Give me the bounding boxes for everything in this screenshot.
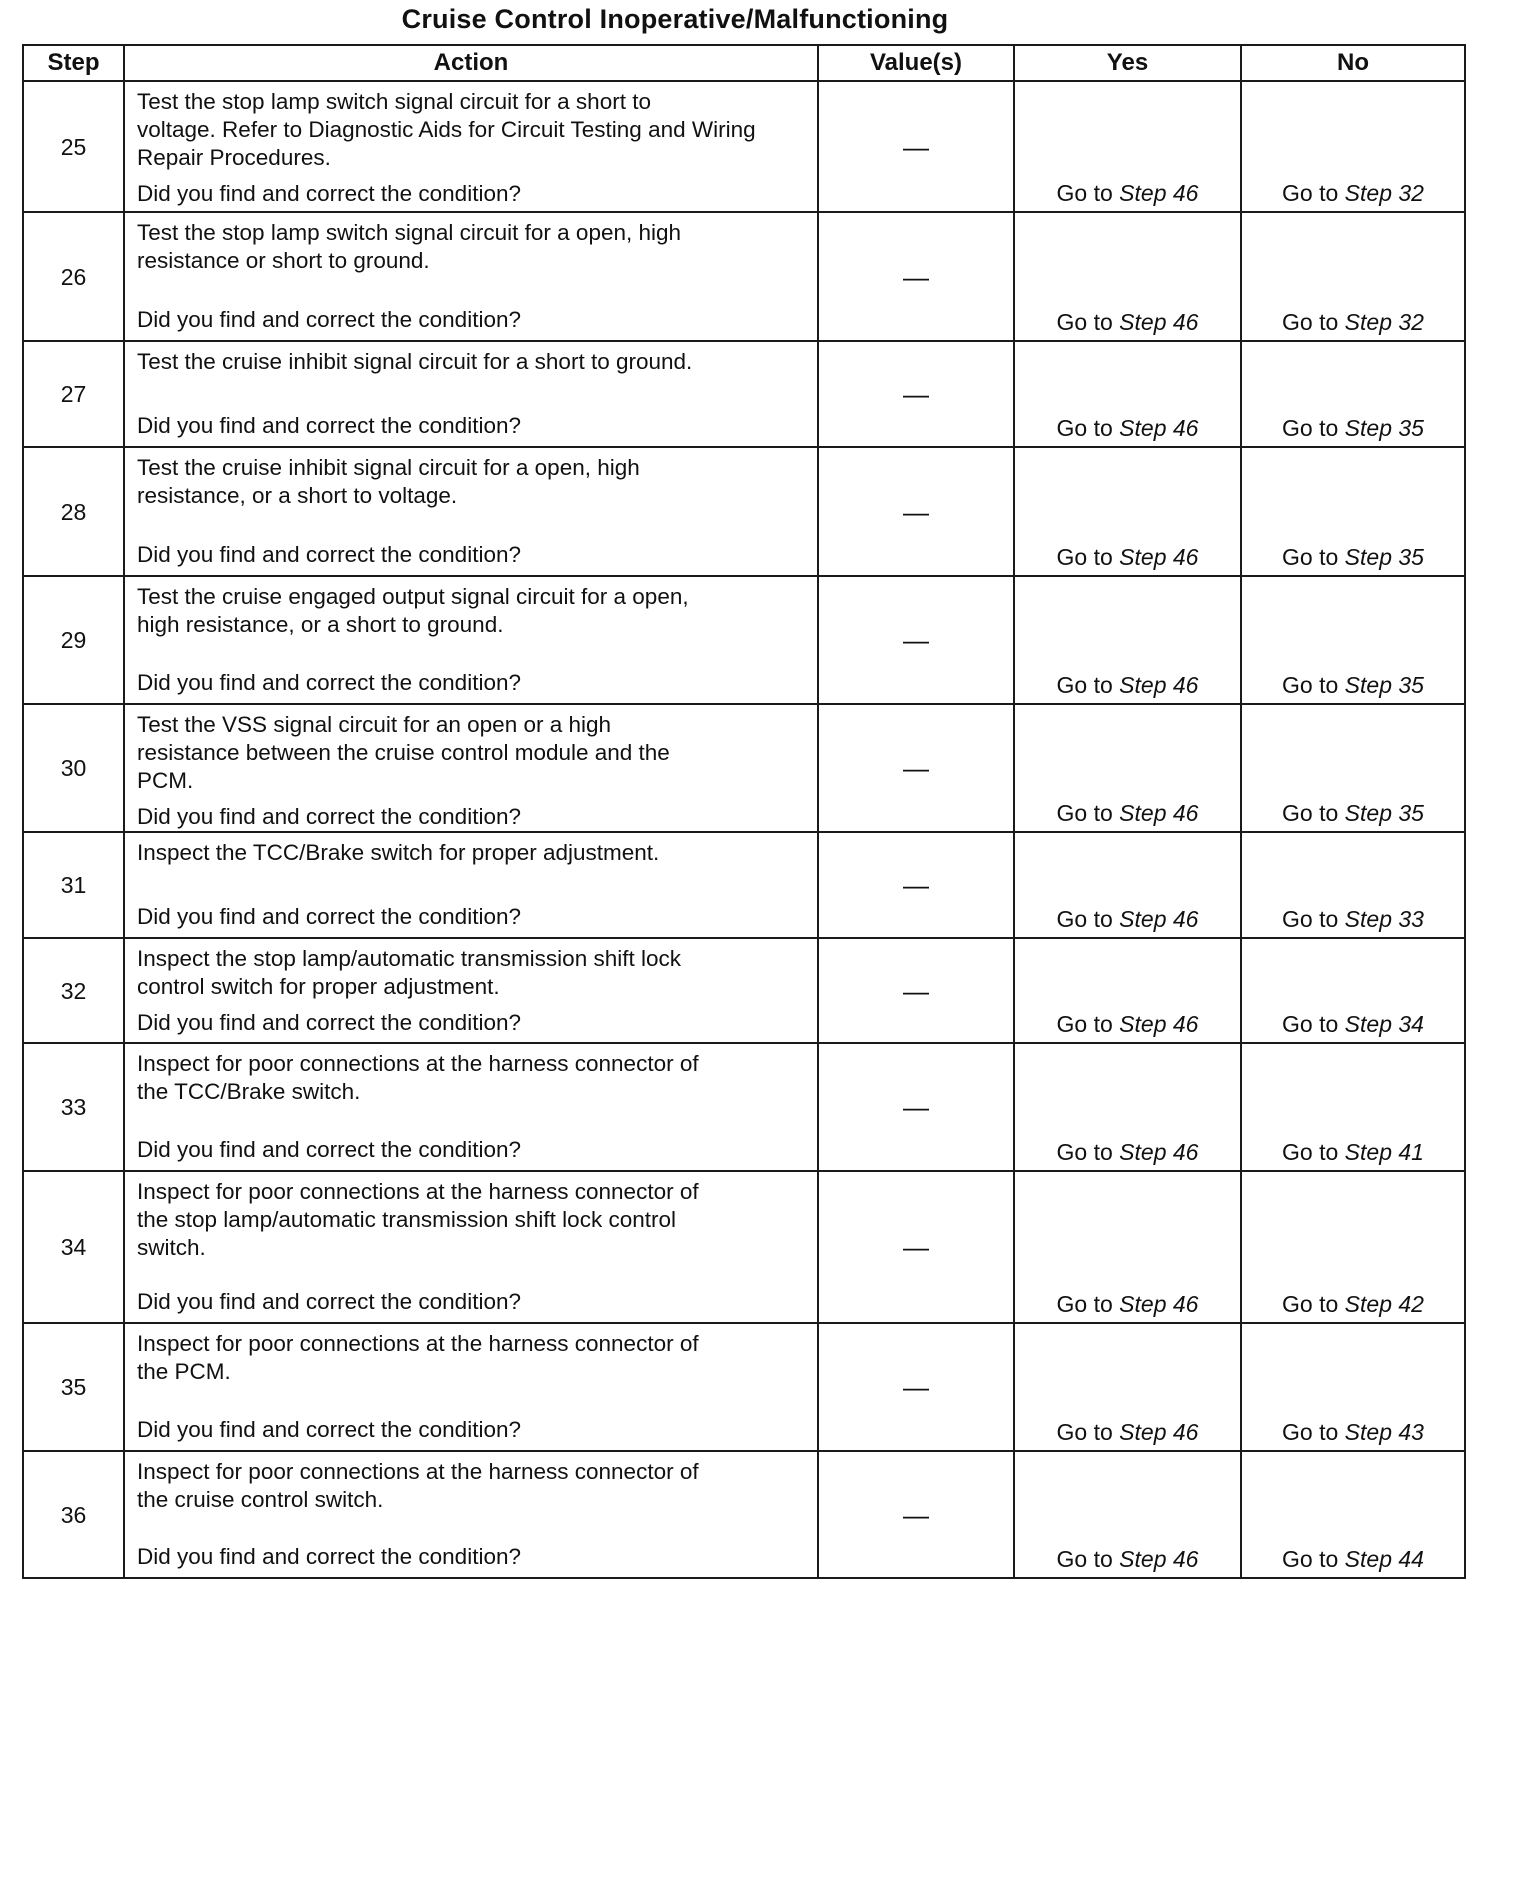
step-reference: Step 46 [1119, 1546, 1199, 1572]
action-question: Did you find and correct the condition? [137, 542, 521, 567]
go-to-label: Go to [1056, 1291, 1113, 1317]
value-cell: — [818, 938, 1014, 1043]
action-question: Did you find and correct the condition? [137, 1010, 521, 1035]
step-number: 35 [23, 1323, 124, 1451]
go-to-label: Go to [1282, 906, 1339, 932]
go-to-label: Go to [1282, 800, 1339, 826]
action-text: Inspect for poor connections at the harness connector of the stop lamp/automatic transmission shift lock control switch. [137, 1179, 699, 1260]
action-cell [124, 341, 818, 447]
action-cell [124, 832, 818, 938]
step-reference: Step 35 [1344, 800, 1424, 826]
go-to-label: Go to [1282, 1139, 1339, 1165]
header-action: Action [124, 45, 818, 81]
action-text: Inspect the stop lamp/automatic transmission shift lock control switch for proper adjustment. [137, 946, 681, 999]
value-cell: — [818, 447, 1014, 576]
action-cell [124, 1043, 818, 1171]
action-cell [124, 938, 818, 1043]
go-to-label: Go to [1056, 800, 1113, 826]
go-to-label: Go to [1282, 1291, 1339, 1317]
step-reference: Step 46 [1119, 309, 1199, 335]
value-cell: — [818, 1451, 1014, 1578]
value-cell: — [818, 832, 1014, 938]
go-to-label: Go to [1282, 544, 1339, 570]
action-text: Test the cruise inhibit signal circuit for a open, high resistance, or a short to voltage. [137, 455, 640, 508]
action-question: Did you find and correct the condition? [137, 670, 521, 695]
step-reference: Step 33 [1344, 906, 1424, 932]
table-row [23, 1451, 1465, 1578]
page-title: Cruise Control Inoperative/Malfunctioning [401, 4, 949, 34]
table-row [23, 341, 1465, 447]
yes-outcome [1014, 212, 1241, 341]
step-reference: Step 46 [1119, 1419, 1199, 1445]
step-reference: Step 46 [1119, 672, 1199, 698]
step-reference: Step 42 [1344, 1291, 1424, 1317]
go-to-label: Go to [1056, 1546, 1113, 1572]
no-outcome [1241, 341, 1465, 447]
go-to-label: Go to [1282, 309, 1339, 335]
header-values: Value(s) [818, 45, 1014, 81]
diagnostic-table [22, 44, 1466, 1579]
go-to-label: Go to [1282, 415, 1339, 441]
action-question: Did you find and correct the condition? [137, 804, 521, 829]
step-number: 34 [23, 1171, 124, 1323]
go-to-label: Go to [1056, 544, 1113, 570]
no-outcome [1241, 938, 1465, 1043]
action-cell [124, 704, 818, 832]
go-to-label: Go to [1056, 180, 1113, 206]
no-outcome [1241, 212, 1465, 341]
value-cell: — [818, 1171, 1014, 1323]
no-outcome [1241, 704, 1465, 832]
step-number: 36 [23, 1451, 124, 1578]
step-reference: Step 32 [1344, 309, 1424, 335]
table-row [23, 938, 1465, 1043]
value-cell: — [818, 576, 1014, 704]
yes-outcome [1014, 1323, 1241, 1451]
table-row [23, 81, 1465, 212]
action-text: Test the stop lamp switch signal circuit for a open, high resistance or short to ground. [137, 220, 682, 273]
step-reference: Step 32 [1344, 180, 1424, 206]
step-number: 25 [23, 81, 124, 212]
yes-outcome [1014, 832, 1241, 938]
yes-outcome [1014, 1451, 1241, 1578]
action-text: Inspect the TCC/Brake switch for proper adjustment. [137, 840, 660, 865]
table-row [23, 704, 1465, 832]
value-cell: — [818, 1043, 1014, 1171]
table-row [23, 1043, 1465, 1171]
action-text: Test the VSS signal circuit for an open or a high resistance between the cruise control module and the PCM. [137, 712, 670, 793]
action-text: Inspect for poor connections at the harness connector of the PCM. [137, 1331, 699, 1384]
go-to-label: Go to [1056, 1419, 1113, 1445]
table-row [23, 576, 1465, 704]
table-row [23, 832, 1465, 938]
no-outcome [1241, 1171, 1465, 1323]
yes-outcome [1014, 1043, 1241, 1171]
action-question: Did you find and correct the condition? [137, 413, 521, 438]
yes-outcome [1014, 1171, 1241, 1323]
action-question: Did you find and correct the condition? [137, 1137, 521, 1162]
action-cell [124, 1451, 818, 1578]
step-reference: Step 35 [1344, 544, 1424, 570]
step-reference: Step 46 [1119, 1291, 1199, 1317]
no-outcome [1241, 1451, 1465, 1578]
step-reference: Step 46 [1119, 906, 1199, 932]
go-to-label: Go to [1056, 906, 1113, 932]
go-to-label: Go to [1056, 309, 1113, 335]
action-text: Inspect for poor connections at the harness connector of the TCC/Brake switch. [137, 1051, 699, 1104]
table-row [23, 447, 1465, 576]
action-cell [124, 447, 818, 576]
go-to-label: Go to [1282, 180, 1339, 206]
header-yes: Yes [1014, 45, 1241, 81]
action-cell [124, 81, 818, 212]
no-outcome [1241, 1043, 1465, 1171]
no-outcome [1241, 832, 1465, 938]
go-to-label: Go to [1282, 1419, 1339, 1445]
step-reference: Step 46 [1119, 415, 1199, 441]
step-reference: Step 46 [1119, 180, 1199, 206]
table-row [23, 1171, 1465, 1323]
action-question: Did you find and correct the condition? [137, 1544, 521, 1569]
no-outcome [1241, 81, 1465, 212]
go-to-label: Go to [1056, 1139, 1113, 1165]
yes-outcome [1014, 81, 1241, 212]
value-cell: — [818, 81, 1014, 212]
action-question: Did you find and correct the condition? [137, 1289, 521, 1314]
yes-outcome [1014, 938, 1241, 1043]
go-to-label: Go to [1282, 1546, 1339, 1572]
yes-outcome [1014, 341, 1241, 447]
step-number: 26 [23, 212, 124, 341]
value-cell: — [818, 341, 1014, 447]
value-cell: — [818, 704, 1014, 832]
no-outcome [1241, 1323, 1465, 1451]
go-to-label: Go to [1056, 415, 1113, 441]
table-row [23, 212, 1465, 341]
step-number: 30 [23, 704, 124, 832]
action-question: Did you find and correct the condition? [137, 307, 521, 332]
action-question: Did you find and correct the condition? [137, 181, 521, 206]
value-cell: — [818, 1323, 1014, 1451]
table-body [23, 81, 1465, 1578]
no-outcome [1241, 576, 1465, 704]
go-to-label: Go to [1282, 1011, 1339, 1037]
header-no: No [1241, 45, 1465, 81]
action-question: Did you find and correct the condition? [137, 904, 521, 929]
step-reference: Step 46 [1119, 544, 1199, 570]
action-text: Inspect for poor connections at the harness connector of the cruise control switch. [137, 1459, 699, 1512]
yes-outcome [1014, 704, 1241, 832]
step-number: 28 [23, 447, 124, 576]
no-outcome [1241, 447, 1465, 576]
go-to-label: Go to [1056, 1011, 1113, 1037]
yes-outcome [1014, 576, 1241, 704]
step-reference: Step 44 [1344, 1546, 1424, 1572]
step-reference: Step 46 [1119, 800, 1199, 826]
step-number: 31 [23, 832, 124, 938]
step-number: 29 [23, 576, 124, 704]
step-reference: Step 41 [1344, 1139, 1424, 1165]
value-cell: — [818, 212, 1014, 341]
step-reference: Step 46 [1119, 1011, 1199, 1037]
action-cell [124, 212, 818, 341]
header-row [23, 45, 1465, 81]
step-reference: Step 34 [1344, 1011, 1424, 1037]
step-number: 27 [23, 341, 124, 447]
step-number: 33 [23, 1043, 124, 1171]
yes-outcome [1014, 447, 1241, 576]
action-text: Test the stop lamp switch signal circuit for a short to voltage. Refer to Diagnostic Aids for Circuit Testing and Wiring Repair Procedures. [137, 89, 756, 170]
step-number: 32 [23, 938, 124, 1043]
step-reference: Step 35 [1344, 415, 1424, 441]
step-reference: Step 46 [1119, 1139, 1199, 1165]
action-cell [124, 576, 818, 704]
go-to-label: Go to [1056, 672, 1113, 698]
table-row [23, 1323, 1465, 1451]
header-step: Step [23, 45, 124, 81]
step-reference: Step 43 [1344, 1419, 1424, 1445]
step-reference: Step 35 [1344, 672, 1424, 698]
action-text: Test the cruise inhibit signal circuit for a short to ground. [137, 349, 693, 374]
action-question: Did you find and correct the condition? [137, 1417, 521, 1442]
action-cell [124, 1323, 818, 1451]
action-text: Test the cruise engaged output signal circuit for a open, high resistance, or a short to ground. [137, 584, 689, 637]
go-to-label: Go to [1282, 672, 1339, 698]
action-cell [124, 1171, 818, 1323]
